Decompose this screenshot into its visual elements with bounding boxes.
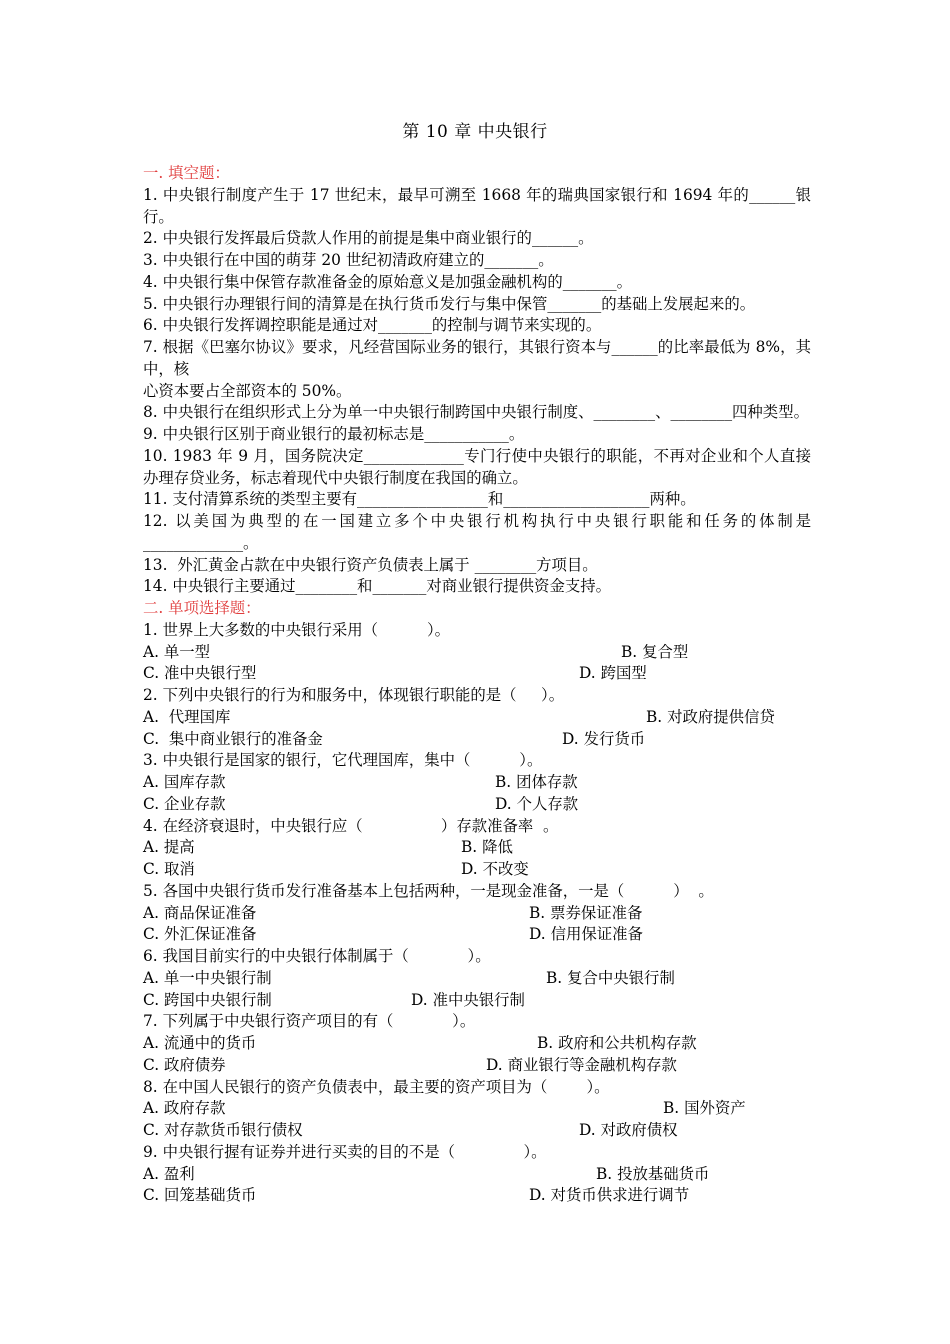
- choice-question-2: 2. 下列中央银行的行为和服务中，体现银行职能的是（ ）。: [143, 686, 565, 704]
- option-d: D. 个人存款: [495, 794, 579, 813]
- section-heading-single-choice: 二. 单项选择题：: [143, 599, 261, 617]
- option-a: A. 国库存款: [143, 773, 226, 791]
- fill-question-9: 9. 中央银行区别于商业银行的最初标志是___________。: [143, 425, 525, 443]
- option-c: C. 外汇保证准备: [143, 925, 257, 944]
- choice-question-1: 1. 世界上大多数的中央银行采用（ ）。: [143, 620, 451, 639]
- option-c: C. 对存款货币银行债权: [143, 1121, 303, 1139]
- option-d: D. 发行货币: [562, 729, 646, 748]
- option-row: [143, 1185, 811, 1207]
- option-d: D. 不改变: [461, 860, 529, 878]
- choice-question-7: 7. 下列属于中央银行资产项目的有（ ）。: [143, 1012, 476, 1031]
- option-row: [143, 924, 811, 946]
- option-a: A. 流通中的货币: [143, 1034, 257, 1052]
- option-d: D. 对政府债权: [579, 1121, 678, 1139]
- fill-question-12: 12. 以美国为典型的在一国建立多个中央银行机构执行中央银行职能和任务的体制是_____________。: [143, 512, 811, 552]
- option-row: [143, 968, 811, 990]
- option-d: D. 信用保证准备: [529, 925, 643, 944]
- choice-question-3: 3. 中央银行是国家的银行，它代理国库，集中（ ）。: [143, 751, 543, 770]
- option-c: C. 集中商业银行的准备金: [143, 729, 323, 748]
- option-b: B. 票券保证准备: [529, 903, 643, 922]
- option-c: C. 回笼基础货币: [143, 1186, 257, 1205]
- option-row: [143, 859, 811, 881]
- option-b: B. 降低: [461, 838, 513, 857]
- option-d: D. 商业银行等金融机构存款: [486, 1055, 677, 1074]
- option-row: [143, 837, 811, 859]
- option-b: B. 政府和公共机构存款: [537, 1034, 697, 1052]
- fill-question-14: 14. 中央银行主要通过________和_______对商业银行提供资金支持。: [143, 577, 612, 596]
- option-b: B. 团体存款: [495, 773, 578, 791]
- option-row: [143, 903, 811, 925]
- option-row: [143, 707, 811, 729]
- option-d: D. 准中央银行制: [411, 990, 525, 1009]
- choice-question-4: 4. 在经济衰退时，中央银行应（ ）存款准备率 。: [143, 816, 559, 835]
- fill-question-7: 7. 根据《巴塞尔协议》要求，凡经营国际业务的银行，其银行资本与______的比率最低为 8%，其中，核: [143, 338, 811, 378]
- fill-question-7-continued: 心资本要占全部资本的 50%。: [143, 381, 352, 400]
- option-row: [143, 1033, 811, 1055]
- choice-question-9: 9. 中央银行握有证券并进行买卖的目的不是（ ）。: [143, 1142, 547, 1161]
- option-row: [143, 1055, 811, 1077]
- section-heading-fill-in: 一. 填空题：: [143, 164, 230, 182]
- option-a: A. 单一型: [143, 642, 211, 661]
- option-a: A. 提高: [143, 838, 195, 857]
- fill-question-4: 4. 中央银行集中保管存款准备金的原始意义是加强金融机构的_______。: [143, 272, 632, 291]
- option-a: A. 政府存款: [143, 1099, 226, 1118]
- choice-question-6: 6. 我国目前实行的中央银行体制属于（ ）。: [143, 947, 491, 965]
- option-c: C. 取消: [143, 860, 195, 878]
- fill-question-13: 13. 外汇黄金占款在中央银行资产负债表上属于 ________方项目。: [143, 555, 598, 574]
- document-body: [143, 163, 811, 1207]
- fill-question-1: 1. 中央银行制度产生于 17 世纪末，最早可溯至 1668 年的瑞典国家银行和 1694 年的______银行。: [143, 185, 811, 226]
- option-row: [143, 729, 811, 751]
- option-row: [143, 794, 811, 816]
- option-row: [143, 1164, 811, 1186]
- fill-question-11: 11. 支付清算系统的类型主要有_________________和___________________两种。: [143, 490, 696, 509]
- option-d: D. 对货币供求进行调节: [529, 1186, 690, 1205]
- choice-question-5: 5. 各国中央银行货币发行准备基本上包括两种，一是现金准备，一是（ ） 。: [143, 881, 714, 900]
- option-a: A. 单一中央银行制: [143, 968, 272, 987]
- option-b: B. 投放基础货币: [596, 1164, 710, 1183]
- option-a: A. 代理国库: [143, 707, 231, 726]
- option-c: C. 准中央银行型: [143, 664, 257, 683]
- option-b: B. 复合中央银行制: [546, 968, 675, 987]
- option-a: A. 商品保证准备: [143, 903, 257, 922]
- option-a: A. 盈利: [143, 1164, 195, 1183]
- option-c: C. 跨国中央银行制: [143, 990, 272, 1009]
- fill-question-3: 3. 中央银行在中国的萌芽 20 世纪初清政府建立的_______。: [143, 251, 554, 269]
- option-d: D. 跨国型: [579, 664, 647, 683]
- fill-question-6: 6. 中央银行发挥调控职能是通过对_______的控制与调节来实现的。: [143, 316, 602, 335]
- option-b: B. 对政府提供信贷: [646, 707, 775, 726]
- choice-question-8: 8. 在中国人民银行的资产负债表中，最主要的资产项目为（ ）。: [143, 1077, 610, 1096]
- option-row: [143, 990, 811, 1012]
- option-b: B. 国外资产: [663, 1099, 746, 1118]
- page-title: 第 10 章 中央银行: [402, 122, 548, 142]
- option-b: B. 复合型: [621, 642, 689, 661]
- option-c: C. 企业存款: [143, 794, 226, 813]
- option-row: [143, 772, 811, 794]
- fill-question-10: 10. 1983 年 9 月，国务院决定_____________专门行使中央银行的职能，不再对企业和个人直接办理存贷业务，标志着现代中央银行制度在我国的确立。: [143, 446, 811, 487]
- option-row: [143, 1120, 811, 1142]
- fill-question-2: 2. 中央银行发挥最后贷款人作用的前提是集中商业银行的______。: [143, 229, 594, 248]
- option-row: [143, 663, 811, 685]
- fill-question-5: 5. 中央银行办理银行间的清算是在执行货币发行与集中保管_______的基础上发展起来的。: [143, 294, 756, 313]
- option-row: [143, 642, 811, 664]
- fill-question-8: 8. 中央银行在组织形式上分为单一中央银行制跨国中央银行制度、________、________四种类型。: [143, 403, 809, 422]
- option-c: C. 政府债券: [143, 1055, 226, 1074]
- option-row: [143, 1098, 811, 1120]
